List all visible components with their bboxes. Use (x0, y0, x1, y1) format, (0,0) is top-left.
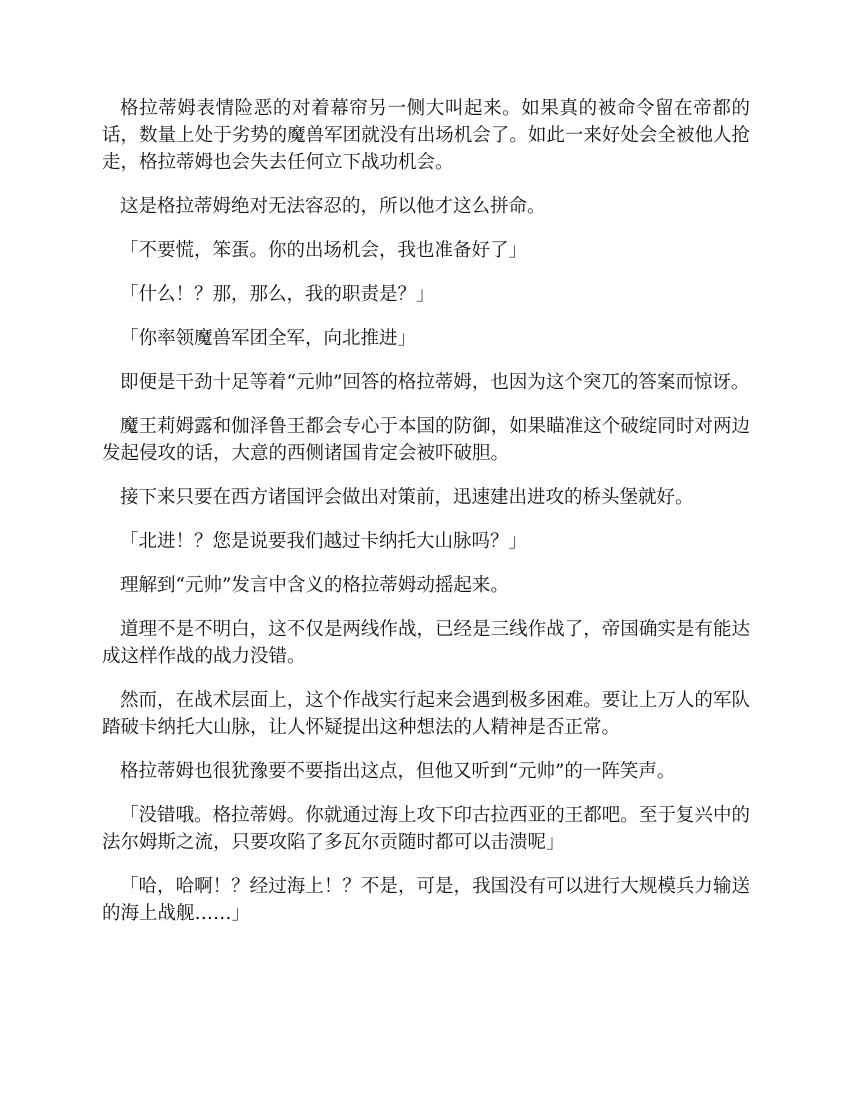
paragraph-4: 「什么！？那，那么，我的职责是？」 (120, 284, 435, 305)
paragraph-1: 格拉蒂姆表情险恶的对着幕帘另一侧大叫起来。如果真的被命令留在帝都的话，数量上处于劣势的魔兽军团就没有出场机会了。如此一来好处会全被他人抢走，格拉蒂姆也会失去任何立下战功机会。 (102, 98, 750, 173)
paragraph-14: 「没错哦。格拉蒂姆。你就通过海上攻下印古拉西亚的王都吧。至于复兴中的法尔姆斯之流，只要攻陷了多瓦尔贡随时都可以击溃呢」 (102, 805, 750, 853)
paragraph-13: 格拉蒂姆也很犹豫要不要指出这点，但他又听到“元帅”的一阵笑声。 (120, 761, 676, 782)
paragraph-9: 「北进！？您是说要我们越过卡纳托大山脉吗？」 (120, 531, 528, 552)
paragraph-10: 理解到“元帅”发言中含义的格拉蒂姆动摇起来。 (120, 575, 509, 596)
paragraph-5: 「你率领魔兽军团全军，向北推进」 (120, 328, 417, 349)
paragraph-8: 接下来只要在西方诸国评会做出对策前，迅速建出进攻的桥头堡就好。 (120, 487, 694, 508)
paragraph-6: 即便是干劲十足等着“元帅”回答的格拉蒂姆，也因为这个突兀的答案而惊讶。 (120, 372, 750, 393)
paragraph-7: 魔王莉姆露和伽泽鲁王都会专心于本国的防御，如果瞄准这个破绽同时对两边发起侵攻的话，大意的西侧诸国肯定会被吓破胆。 (102, 416, 750, 464)
document-page (102, 95, 750, 944)
paragraph-3: 「不要慌，笨蛋。你的出场机会，我也准备好了」 (120, 240, 528, 261)
paragraph-11: 道理不是不明白，这不仅是两线作战，已经是三线作战了，帝国确实是有能达成这样作战的战力没错。 (102, 619, 750, 667)
paragraph-12: 然而，在战术层面上，这个作战实行起来会遇到极多困难。要让上万人的军队踏破卡纳托大山脉，让人怀疑提出这种想法的人精神是否正常。 (102, 690, 750, 738)
paragraph-2: 这是格拉蒂姆绝对无法容忍的，所以他才这么拼命。 (120, 196, 546, 217)
paragraph-15: 「哈，哈啊！？经过海上！？不是，可是，我国没有可以进行大规模兵力输送的海上战舰……」 (102, 876, 750, 924)
